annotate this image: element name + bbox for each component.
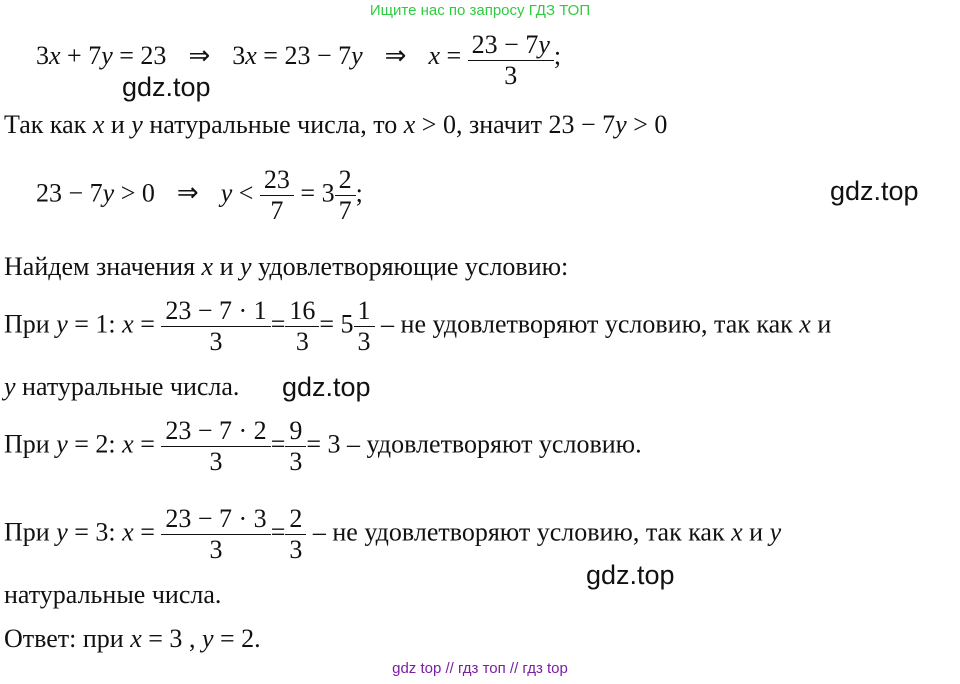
denominator: 3 [468, 60, 554, 91]
var-y: y [769, 517, 782, 547]
var-x: x [92, 110, 105, 139]
term: = 3: [67, 517, 123, 547]
term: = 3 [306, 429, 341, 459]
case-3-continued [4, 580, 221, 610]
text: – удовлетворяют условию. [340, 429, 642, 459]
term: = 5 [319, 309, 354, 339]
var-x: x [428, 41, 440, 70]
numerator: 9 [289, 416, 303, 445]
term: = 2: [67, 429, 123, 459]
numerator: 1 [357, 296, 371, 325]
fraction [285, 416, 306, 477]
var-y: y [101, 41, 113, 70]
denominator: 7 [260, 195, 294, 226]
text: – не удовлетворяют условию, так как [306, 517, 732, 547]
text: При [4, 309, 57, 339]
term: > 0 [114, 178, 155, 208]
case-3 [4, 504, 781, 565]
var-x: x [201, 252, 214, 281]
term: = 23 [112, 41, 167, 70]
text-line [4, 110, 667, 140]
fraction [335, 165, 356, 226]
semicolon: ; [355, 178, 363, 208]
var-y: y [102, 178, 115, 208]
var-x: x [49, 41, 61, 70]
var-y: y [538, 30, 550, 59]
watermark: gdz.top [586, 560, 675, 590]
var-y: y [240, 252, 252, 281]
text: и [104, 110, 132, 139]
term: = 2 [213, 624, 255, 653]
text: При [4, 429, 57, 459]
var-y: y [4, 372, 16, 401]
fraction [161, 416, 270, 477]
implies-arrow: ⇒ [188, 41, 211, 70]
coef: 3 [36, 41, 49, 70]
fraction [161, 296, 270, 357]
var-x: x [245, 41, 257, 70]
term: = [440, 41, 462, 70]
text: и [213, 252, 241, 281]
text: – не удовлетворяют условию, так как [374, 309, 800, 339]
var-y: y [56, 429, 68, 459]
term: = [133, 517, 155, 547]
term: = 1: [67, 309, 123, 339]
text: > 0 [626, 110, 668, 139]
term: 23 − 7 [36, 178, 103, 208]
text: натуральные числа, то [142, 110, 404, 139]
text: и [810, 309, 832, 339]
equation-2 [36, 165, 363, 226]
numerator: 23 − 7 [471, 30, 539, 59]
var-y: y [131, 110, 143, 139]
bottom-banner: gdz top // гдз топ // гдз top [392, 660, 568, 677]
fraction [161, 504, 270, 565]
fraction [468, 30, 554, 91]
numerator: 23 − 7 · 1 [165, 296, 267, 325]
text: Ответ: при [4, 624, 131, 653]
top-banner: Ищите нас по запросу ГДЗ ТОП [369, 2, 591, 19]
term: = [270, 517, 286, 547]
term: = 3 [141, 624, 183, 653]
denominator: 3 [285, 446, 306, 477]
term: = [270, 309, 286, 339]
var-x: x [130, 624, 142, 653]
equation-1 [36, 30, 561, 91]
coef: 3 [232, 41, 246, 70]
numerator: 16 [289, 296, 316, 325]
denominator: 3 [161, 326, 270, 357]
denominator: 3 [285, 534, 306, 565]
case-1-continued [4, 372, 239, 402]
fraction [285, 504, 306, 565]
denominator: 3 [354, 326, 375, 357]
watermark: gdz.top [122, 72, 211, 102]
semicolon: ; [553, 41, 562, 70]
term: = [133, 429, 155, 459]
text: . [254, 624, 261, 653]
text: натуральные числа. [4, 580, 222, 609]
text: , [182, 624, 202, 653]
text-line [4, 252, 568, 282]
denominator: 3 [161, 534, 270, 565]
numerator: 23 − 7 · 2 [165, 416, 267, 445]
numerator: 2 [338, 165, 352, 194]
case-2 [4, 416, 642, 477]
term: = [270, 429, 286, 459]
var-y: y [220, 178, 233, 208]
var-x: x [122, 429, 134, 459]
term: = 3 [293, 178, 335, 208]
numerator: 23 − 7 · 3 [165, 504, 267, 533]
var-y: y [351, 41, 363, 70]
var-y: y [615, 110, 627, 139]
fraction [354, 296, 375, 357]
fraction [285, 296, 319, 357]
case-1 [4, 296, 831, 357]
var-x: x [799, 309, 811, 339]
denominator: 3 [161, 446, 270, 477]
var-x: x [731, 517, 743, 547]
var-x: x [122, 517, 134, 547]
term: = 23 − 7 [256, 41, 352, 70]
var-y: y [56, 517, 68, 547]
var-y: y [201, 624, 214, 653]
fraction [260, 165, 294, 226]
var-y: y [56, 309, 68, 339]
answer [4, 624, 261, 654]
var-x: x [122, 309, 134, 339]
implies-arrow: ⇒ [176, 178, 199, 208]
text: удовлетворяющие условию: [251, 252, 569, 281]
text: Так как [4, 110, 93, 139]
term: = [133, 309, 155, 339]
denominator: 3 [285, 326, 319, 357]
text: и [742, 517, 770, 547]
text: натуральные числа. [15, 372, 240, 401]
term: < [232, 178, 254, 208]
watermark: gdz.top [282, 372, 371, 402]
numerator: 23 [263, 165, 290, 194]
var-x: x [403, 110, 416, 139]
text: При [4, 517, 57, 547]
text: > 0, значит 23 − 7 [415, 110, 616, 139]
numerator: 2 [289, 504, 303, 533]
implies-arrow: ⇒ [384, 41, 407, 70]
text: Найдем значения [4, 252, 202, 281]
denominator: 7 [335, 195, 356, 226]
term: + 7 [60, 41, 102, 70]
watermark: gdz.top [830, 176, 919, 206]
